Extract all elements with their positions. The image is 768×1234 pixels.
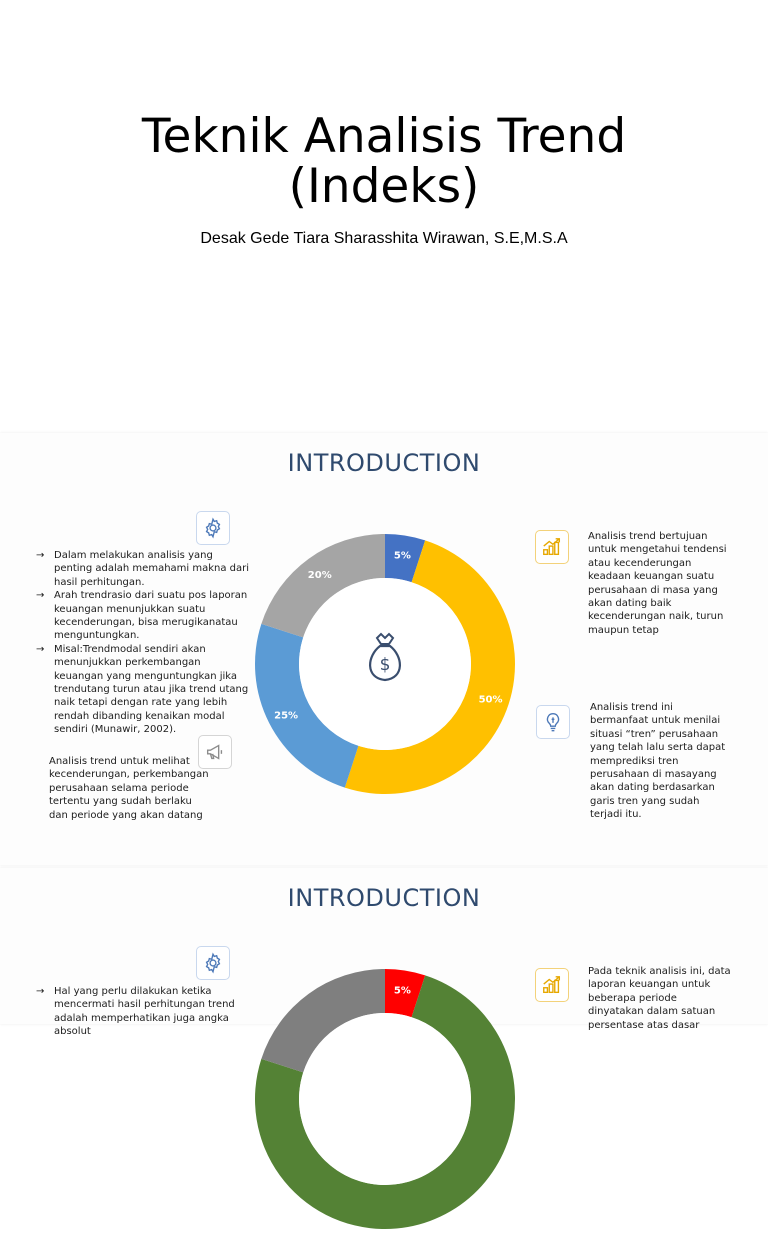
introduction-slide-1 — [0, 433, 768, 865]
left-bullet-text — [36, 549, 252, 737]
bullet-item: → Misal:Trendmodal sendiri akan menunjukkan perkembangan keuangan yang menguntungkan jika trendutang turun atau jika trend utang naik tetapi dengan rate yang lebih rendah dibanding kenaikan modal sendiri (Munawir, 2002). — [36, 643, 252, 737]
donut-chart — [250, 964, 520, 1234]
right-bottom-text: Analisis trend ini bermanfaat untuk menilai situasi “tren” perusahaan yang telah lalu serta dapat memprediksi tren perusahaan di masayang akan dating berdasarkan garis tren yang sudah terjadi itu. — [590, 702, 726, 821]
slice-label: 25% — [274, 710, 299, 722]
growth-chart-icon — [535, 530, 569, 564]
title-line-2: (Indeks) — [288, 159, 480, 214]
title-line-1: Teknik Analisis Trend — [141, 109, 627, 164]
left-bottom-text: Analisis trend untuk melihat kecenderungan, perkembangan perusahaan selama periode tertentu yang sudah berlaku dan periode yang akan datang — [49, 756, 209, 821]
bullet-list — [36, 549, 252, 737]
slide-heading: INTRODUCTION — [287, 449, 481, 477]
left-bullet-text — [36, 985, 258, 1039]
bullet-item: → Dalam melakukan analisis yang penting adalah memahami makna dari hasil perhitungan. — [36, 549, 252, 589]
slice-label: 5% — [393, 550, 411, 562]
gear-icon — [196, 946, 230, 980]
presentation-title — [0, 109, 768, 214]
slice-label: 20% — [307, 570, 332, 582]
svg-text:$: $ — [379, 655, 391, 675]
right-top-text: Analisis trend bertujuan untuk mengetahui tendensi atau kecenderungan keadaan keuangan suatu perusahaan di masa yang akan dating baik kecenderungan naik, turun maupun tetap — [588, 531, 727, 636]
right-top-text: Pada teknik analisis ini, data laporan keuangan untuk beberapa periode dinyatakan dalam satuan persentase atas dasar — [588, 966, 731, 1031]
lightbulb-icon — [536, 705, 570, 739]
donut-center — [299, 1013, 471, 1185]
title-slide — [0, 0, 768, 430]
author-name: Desak Gede Tiara Sharasshita Wirawan, S.E,M.S.A — [200, 230, 568, 247]
introduction-slide-2 — [0, 868, 768, 1038]
bullet-item: → Hal yang perlu dilakukan ketika mencermati hasil perhitungan trend adalah memperhatikan juga angka absolut — [36, 985, 258, 1039]
donut-chart — [250, 529, 520, 799]
slide-heading: INTRODUCTION — [287, 884, 481, 912]
slice-label: 50% — [478, 694, 503, 706]
bullet-item: → Arah trendrasio dari suatu pos laporan keuangan menunjukkan suatu kecenderungan, bisa merugikanatau menguntungkan. — [36, 589, 252, 643]
gear-icon — [196, 511, 230, 545]
growth-chart-icon — [535, 968, 569, 1002]
slice-label: 5% — [393, 985, 411, 997]
bullet-list — [36, 985, 258, 1039]
